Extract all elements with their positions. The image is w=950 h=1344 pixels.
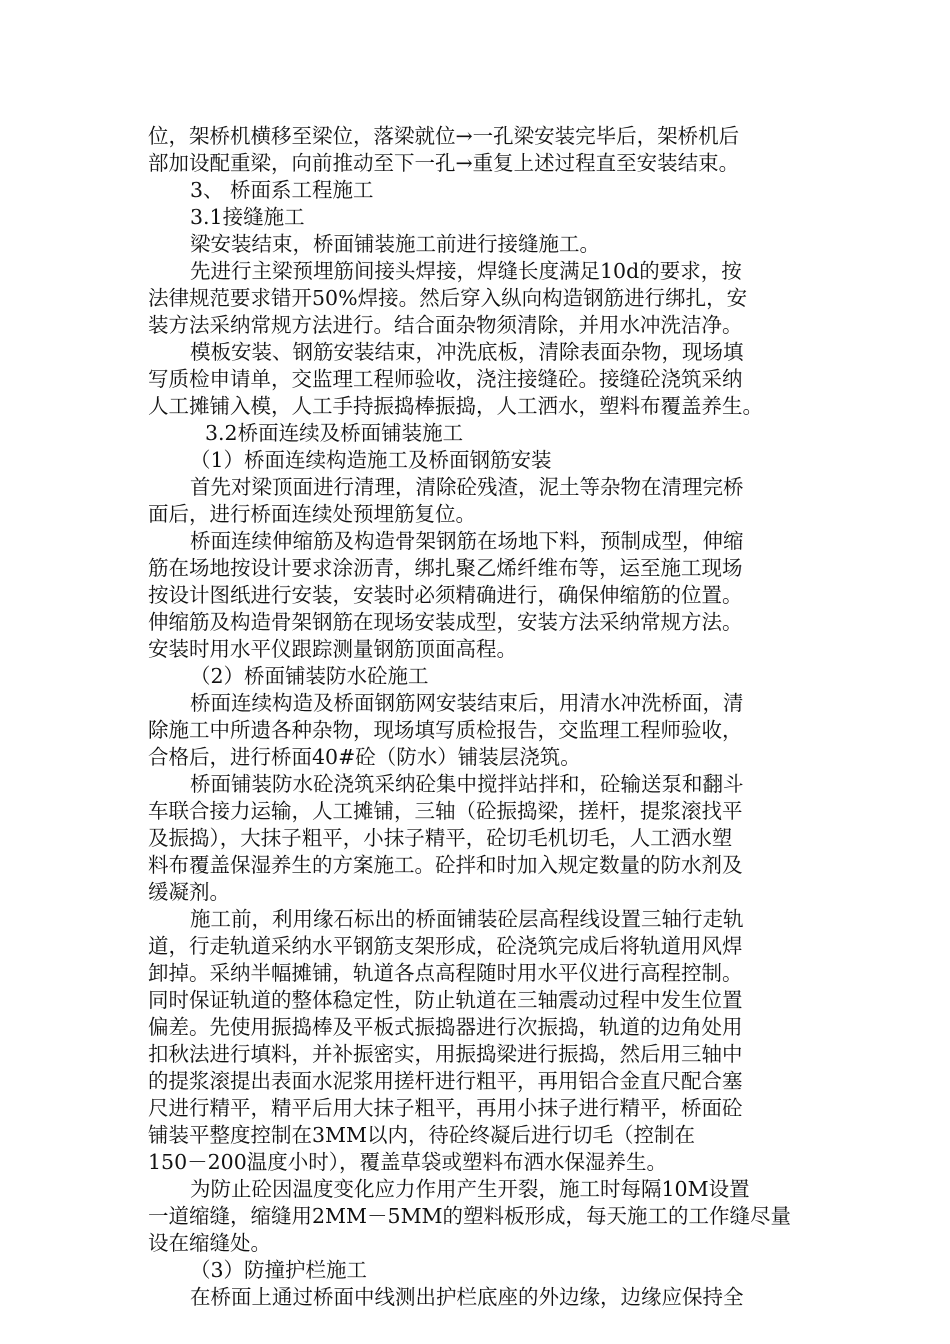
text-line: 法律规范要求错开50%焊接。然后穿入纵向构造钢筋进行绑扎，安 — [148, 286, 748, 310]
text-line: 模板安装、钢筋安装结束，冲洗底板，清除表面杂物，现场填 — [190, 340, 744, 364]
section-heading: 3、 桥面系工程施工 — [190, 178, 374, 202]
text-line: 按设计图纸进行安装，安装时必须精确进行，确保伸缩筋的位置。 — [148, 583, 743, 607]
text-line: 及振捣），大抹子粗平，小抹子精平，砼切毛机切毛，人工洒水塑 — [148, 826, 733, 850]
text-line: 卸掉。采纳半幅摊铺，轨道各点高程随时用水平仪进行高程控制。 — [148, 961, 743, 985]
item-heading: （1）桥面连续构造施工及桥面钢筋安装 — [190, 448, 552, 472]
item-heading: （2）桥面铺装防水砼施工 — [190, 664, 429, 688]
text-line: 人工摊铺入模，人工手持振捣棒振捣，人工洒水，塑料布覆盖养生。 — [148, 394, 763, 418]
text-line: 伸缩筋及构造骨架钢筋在现场安装成型，安装方法采纳常规方法。 — [148, 610, 743, 634]
text-line: 桥面连续伸缩筋及构造骨架钢筋在场地下料，预制成型，伸缩 — [190, 529, 744, 553]
text-line: 桥面铺装防水砼浇筑采纳砼集中搅拌站拌和，砼输送泵和翻斗 — [190, 772, 744, 796]
text-line: 设在缩缝处。 — [148, 1231, 271, 1255]
text-line: 一道缩缝，缩缝用2MM－5MM的塑料板形成，每天施工的工作缝尽量 — [148, 1204, 792, 1228]
text-line: 部加设配重梁，向前推动至下一孔→重复上述过程直至安装结束。 — [148, 151, 740, 175]
text-line: 料布覆盖保湿养生的方案施工。砼拌和时加入规定数量的防水剂及 — [148, 853, 743, 877]
text-line: 为防止砼因温度变化应力作用产生开裂，施工时每隔10M设置 — [190, 1177, 750, 1201]
text-line: 缓凝剂。 — [148, 880, 230, 904]
item-heading: （3）防撞护栏施工 — [190, 1258, 368, 1282]
text-line: 施工前，利用缘石标出的桥面铺装砼层高程线设置三轴行走轨 — [190, 907, 744, 931]
text-line: 写质检申请单，交监理工程师验收，浇注接缝砼。接缝砼浇筑采纳 — [148, 367, 743, 391]
text-line: 偏差。先使用振捣棒及平板式振捣器进行次振捣，轨道的边角处用 — [148, 1015, 743, 1039]
text-line: 面后，进行桥面连续处预埋筋复位。 — [148, 502, 476, 526]
text-line: 桥面连续构造及桥面钢筋网安装结束后，用清水冲洗桥面，清 — [190, 691, 744, 715]
text-line: 道，行走轨道采纳水平钢筋支架形成，砼浇筑完成后将轨道用风焊 — [148, 934, 743, 958]
text-line: 位，架桥机横移至梁位，落梁就位→一孔梁安装完毕后，架桥机后 — [148, 124, 740, 148]
text-line: 的提浆滚提出表面水泥浆用搓杆进行粗平，再用铝合金直尺配合塞 — [148, 1069, 743, 1093]
text-line: 车联合接力运输，人工摊铺，三轴（砼振捣梁，搓杆，提浆滚找平 — [148, 799, 743, 823]
text-line: 先进行主梁预埋筋间接头焊接，焊缝长度满足10d的要求，按 — [190, 259, 742, 283]
text-line: 扣秋法进行填料，并补振密实，用振捣梁进行振捣，然后用三轴中 — [148, 1042, 743, 1066]
text-line: 铺装平整度控制在3MM以内，待砼终凝后进行切毛（控制在 — [148, 1123, 696, 1147]
text-line: 筋在场地按设计要求涂沥青，绑扎聚乙烯纤维布等，运至施工现场 — [148, 556, 743, 580]
text-line: 首先对梁顶面进行清理，清除砼残渣，泥土等杂物在清理完桥 — [190, 475, 744, 499]
text-line: 梁安装结束，桥面铺装施工前进行接缝施工。 — [190, 232, 600, 256]
text-line: 在桥面上通过桥面中线测出护栏底座的外边缘，边缘应保持全 — [190, 1285, 744, 1309]
subsection-heading: 3.1接缝施工 — [190, 205, 305, 229]
text-line: 安装时用水平仪跟踪测量钢筋顶面高程。 — [148, 637, 517, 661]
text-line: 合格后，进行桥面40#砼（防水）铺装层浇筑。 — [148, 745, 581, 769]
subsection-heading: 3.2桥面连续及桥面铺装施工 — [205, 421, 464, 445]
text-line: 除施工中所遗各种杂物，现场填写质检报告，交监理工程师验收， — [148, 718, 743, 742]
text-line: 150－200温度小时），覆盖草袋或塑料布洒水保湿养生。 — [148, 1150, 668, 1174]
text-line: 装方法采纳常规方法进行。结合面杂物须清除，并用水冲洗洁净。 — [148, 313, 743, 337]
text-line: 尺进行精平，精平后用大抹子粗平，再用小抹子进行精平，桥面砼 — [148, 1096, 743, 1120]
text-line: 同时保证轨道的整体稳定性，防止轨道在三轴震动过程中发生位置 — [148, 988, 743, 1012]
